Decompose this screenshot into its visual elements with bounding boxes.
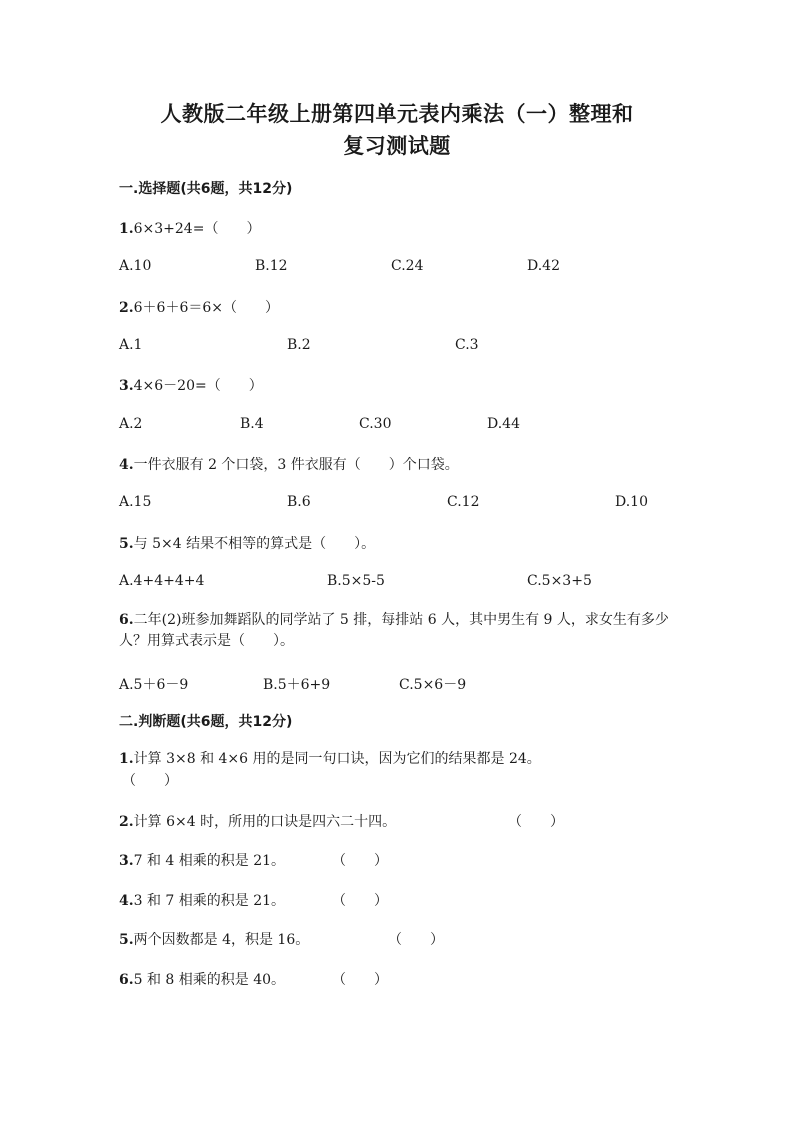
question-number: 1. [119,221,134,237]
question-number: 4. [119,457,134,473]
judge-question [119,969,285,989]
option-c[interactable]: C.30 [359,416,392,432]
judge-question [119,811,396,831]
judge-question [119,850,285,870]
choice-question [119,375,263,395]
question-number: 1. [119,751,134,767]
option-b[interactable]: B.6 [287,494,311,510]
option-b[interactable]: B.2 [287,337,311,353]
option-a[interactable]: A.5＋6－9 [119,677,189,693]
question-text: 6×3+24=（ ） [133,221,261,237]
judge-question [119,929,309,949]
section-heading-judge: 二.判断题(共6题，共12分) [119,714,293,730]
option-b[interactable]: B.4 [240,416,264,432]
option-d[interactable]: D.42 [527,258,560,274]
choice-question [119,218,260,238]
option-b[interactable]: B.5＋6+9 [263,677,331,693]
answer-paren[interactable]: （ ） [388,932,444,948]
question-text: 与 5×4 结果不相等的算式是（ ）。 [133,536,376,552]
question-text: 两个因数都是 4，积是 16。 [133,932,310,948]
choice-question [119,454,459,474]
question-text: 6＋6＋6＝6×（ ） [133,300,279,316]
question-text: 计算 6×4 时，所用的口诀是四六二十四。 [133,814,397,830]
option-c[interactable]: C.3 [455,337,479,353]
answer-paren[interactable]: （ ） [332,893,388,909]
section-heading-choice: 一.选择题(共6题，共12分) [119,181,293,197]
question-number: 6. [119,972,134,988]
option-a[interactable]: A.2 [119,416,143,432]
question-text: 3 和 7 相乘的积是 21。 [133,893,286,909]
page-title-line1: 人教版二年级上册第四单元表内乘法（一）整理和 [160,102,634,126]
question-number: 5. [119,932,134,948]
question-number: 2. [119,300,134,316]
option-c[interactable]: C.5×6－9 [399,677,467,693]
option-a[interactable]: A.15 [119,494,152,510]
question-number: 5. [119,536,134,552]
question-number: 4. [119,893,134,909]
option-c[interactable]: C.5×3+5 [527,573,592,589]
option-b[interactable]: B.12 [255,258,288,274]
question-text: 4×6－20=（ ） [133,378,263,394]
judge-question [119,749,589,770]
option-d[interactable]: D.10 [615,494,648,510]
choice-question [119,610,679,652]
question-number: 6. [119,612,134,628]
option-a[interactable]: A.4+4+4+4 [119,573,205,589]
question-number: 3. [119,378,134,394]
choice-question [119,533,375,553]
choice-question [119,297,279,317]
option-d[interactable]: D.44 [487,416,520,432]
question-text: 7 和 4 相乘的积是 21。 [133,853,286,869]
option-b[interactable]: B.5×5-5 [327,573,385,589]
page-title-line2: 复习测试题 [343,134,451,158]
question-text: 计算 3×8 和 4×6 用的是同一句口诀，因为它们的结果都是 24。 [133,751,541,767]
question-text: 5 和 8 相乘的积是 40。 [133,972,286,988]
option-a[interactable]: A.10 [119,258,152,274]
answer-paren[interactable]: （ ） [332,853,388,869]
question-text: 一件衣服有 2 个口袋，3 件衣服有（ ）个口袋。 [133,457,459,473]
answer-paren[interactable]: （ ） [332,972,388,988]
judge-question [119,890,285,910]
answer-paren[interactable]: （ ） [508,814,564,830]
answer-paren[interactable]: （ ） [122,773,178,789]
option-c[interactable]: C.24 [391,258,424,274]
question-number: 2. [119,814,134,830]
question-text: 二年(2)班参加舞蹈队的同学站了 5 排，每排站 6 人，其中男生有 9 人，求女生有多少人？用算式表示是（ ）。 [119,612,669,649]
question-number: 3. [119,853,134,869]
option-a[interactable]: A.1 [119,337,143,353]
option-c[interactable]: C.12 [447,494,480,510]
